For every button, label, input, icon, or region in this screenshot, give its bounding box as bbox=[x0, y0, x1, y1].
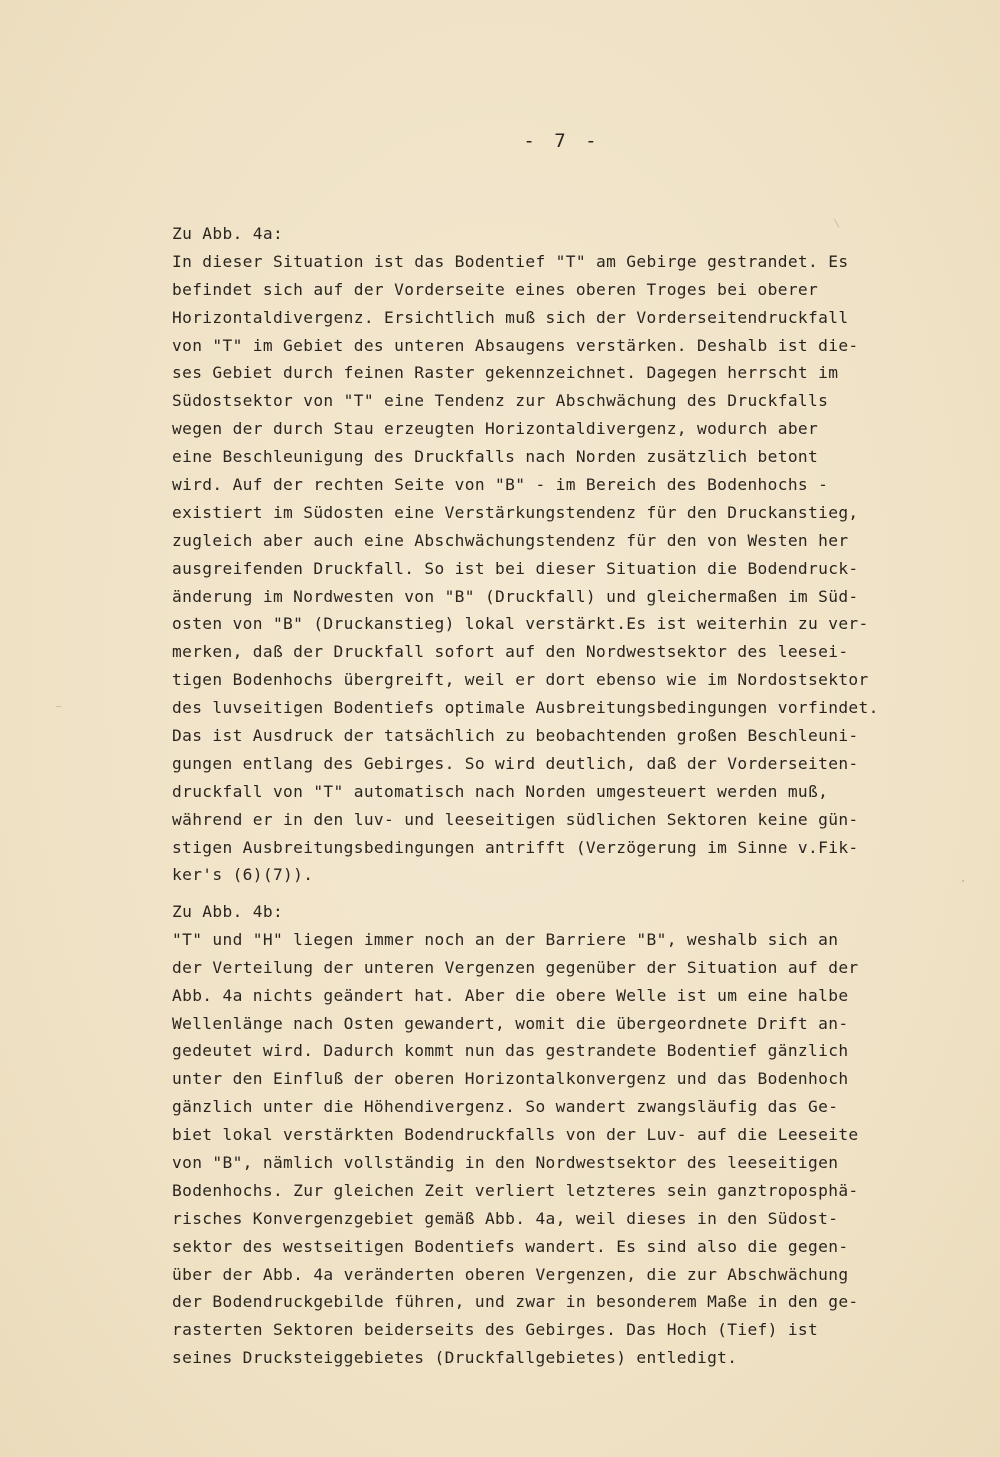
text-line: Wellenlänge nach Osten gewandert, womit die übergeordnete Drift an- bbox=[172, 1013, 849, 1033]
text-line: gungen entlang des Gebirges. So wird deutlich, daß der Vorderseiten- bbox=[172, 753, 859, 773]
text-line: rasterten Sektoren beiderseits des Gebirges. Das Hoch (Tief) ist bbox=[172, 1320, 819, 1340]
text-line: seines Drucksteiggebietes (Druckfallgebietes) entledigt. bbox=[172, 1348, 738, 1368]
text-line: Südostsektor von "T" eine Tendenz zur Abschwächung des Druckfalls bbox=[172, 391, 829, 411]
text-line: von "B", nämlich vollständig in den Nordwestsektor des leeseitigen bbox=[172, 1153, 839, 1173]
text-line: zugleich aber auch eine Abschwächungstendenz für den von Westen her bbox=[172, 530, 849, 550]
text-line: ses Gebiet durch feinen Raster gekennzeichnet. Dagegen herrscht im bbox=[172, 363, 839, 383]
text-line: unter den Einfluß der oberen Horizontalkonvergenz und das Bodenhoch bbox=[172, 1069, 849, 1089]
text-line: ker's (6)(7)). bbox=[172, 865, 314, 885]
text-line: wird. Auf der rechten Seite von "B" - im Bereich des Bodenhochs - bbox=[172, 475, 829, 495]
text-line: gänzlich unter die Höhendivergenz. So wandert zwangsläufig das Ge- bbox=[172, 1097, 839, 1117]
text-line: In dieser Situation ist das Bodentief "T" am Gebirge gestrandet. Es bbox=[172, 251, 849, 271]
text-line: "T" und "H" liegen immer noch an der Barriere "B", weshalb sich an bbox=[172, 929, 839, 949]
text-line: biet lokal verstärkten Bodendruckfalls von der Luv- auf die Leeseite bbox=[172, 1125, 859, 1145]
text-line: osten von "B" (Druckanstieg) lokal verstärkt.Es ist weiterhin zu ver- bbox=[172, 614, 869, 634]
section-abb-4a bbox=[172, 220, 972, 889]
section-heading: Zu Abb. 4a: bbox=[172, 224, 284, 243]
text-line: Abb. 4a nichts geändert hat. Aber die obere Welle ist um eine halbe bbox=[172, 985, 849, 1005]
text-line: risches Konvergenzgebiet gemäß Abb. 4a, weil dieses in den Südost- bbox=[172, 1208, 839, 1228]
page-number: - 7 - bbox=[523, 130, 601, 152]
text-line: der Verteilung der unteren Vergenzen gegenüber der Situation auf der bbox=[172, 957, 859, 977]
text-line: eine Beschleunigung des Druckfalls nach Norden zusätzlich betont bbox=[172, 447, 819, 467]
text-line: sektor des westseitigen Bodentiefs wandert. Es sind also die gegen- bbox=[172, 1236, 849, 1256]
text-line: befindet sich auf der Vorderseite eines oberen Troges bei oberer bbox=[172, 279, 819, 299]
section-body bbox=[172, 926, 972, 1372]
text-line: Das ist Ausdruck der tatsächlich zu beobachtenden großen Beschleuni- bbox=[172, 726, 859, 746]
paper-speck bbox=[56, 706, 61, 707]
text-line: über der Abb. 4a veränderten oberen Vergenzen, die zur Abschwächung bbox=[172, 1264, 849, 1284]
text-line: änderung im Nordwesten von "B" (Druckfall) und gleichermaßen im Süd- bbox=[172, 586, 859, 606]
text-line: während er in den luv- und leeseitigen südlichen Sektoren keine gün- bbox=[172, 809, 859, 829]
text-line: merken, daß der Druckfall sofort auf den Nordwestsektor des leesei- bbox=[172, 642, 849, 662]
section-body bbox=[172, 248, 972, 889]
text-line: Horizontaldivergenz. Ersichtlich muß sich der Vorderseitendruckfall bbox=[172, 307, 849, 327]
text-line: Bodenhochs. Zur gleichen Zeit verliert letzteres sein ganztroposphä- bbox=[172, 1180, 859, 1200]
text-line: wegen der durch Stau erzeugten Horizontaldivergenz, wodurch aber bbox=[172, 419, 819, 439]
text-line: stigen Ausbreitungsbedingungen antrifft (Verzögerung im Sinne v.Fik- bbox=[172, 837, 859, 857]
text-line: druckfall von "T" automatisch nach Norden umgesteuert werden muß, bbox=[172, 781, 829, 801]
text-line: der Bodendruckgebilde führen, und zwar in besonderem Maße in den ge- bbox=[172, 1292, 859, 1312]
text-line: tigen Bodenhochs übergreift, weil er dort ebenso wie im Nordostsektor bbox=[172, 670, 869, 690]
text-line: des luvseitigen Bodentiefs optimale Ausbreitungsbedingungen vorfindet. bbox=[172, 698, 879, 718]
text-line: existiert im Südosten eine Verstärkungstendenz für den Druckanstieg, bbox=[172, 502, 859, 522]
text-line: ausgreifenden Druckfall. So ist bei dieser Situation die Bodendruck- bbox=[172, 558, 859, 578]
paper-speck bbox=[962, 880, 964, 882]
section-abb-4b bbox=[172, 898, 972, 1372]
section-heading: Zu Abb. 4b: bbox=[172, 902, 284, 921]
text-line: gedeutet wird. Dadurch kommt nun das gestrandete Bodentief gänzlich bbox=[172, 1041, 849, 1061]
text-line: von "T" im Gebiet des unteren Absaugens verstärken. Deshalb ist die- bbox=[172, 335, 859, 355]
